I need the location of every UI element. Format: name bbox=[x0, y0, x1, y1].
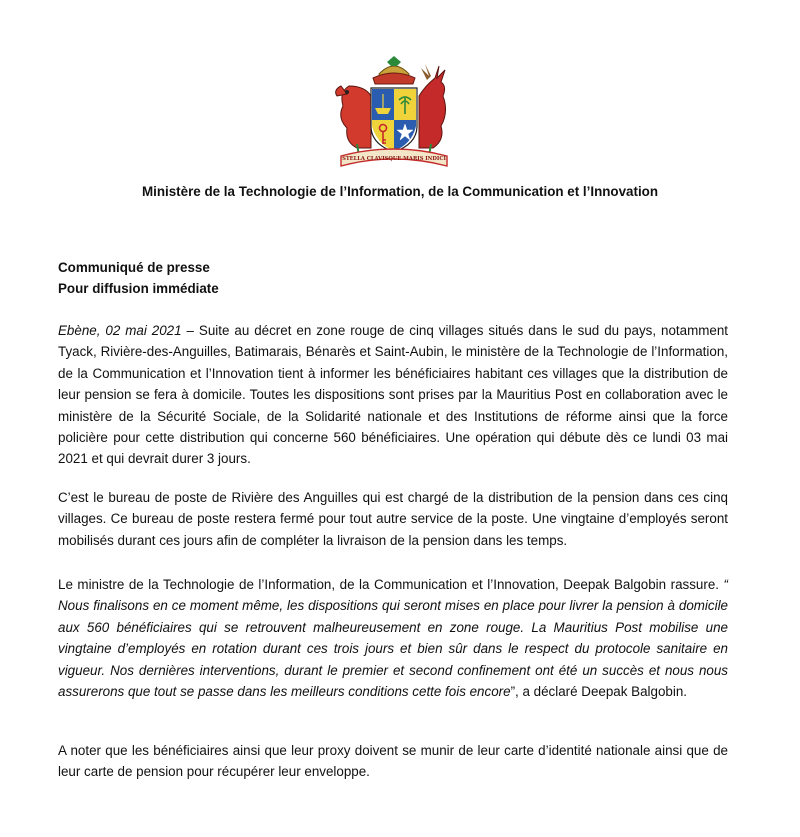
paragraph-3 bbox=[58, 574, 728, 702]
dateline: Ebène, 02 mai 2021 bbox=[58, 323, 182, 338]
minister-quote: “ Nous finalisons en ce moment même, les dispositions qui seront mises en place pour livrer la pension à domicile aux 560 bénéficiaires qui se retrouvent malheureusement en zone rouge. La Mauritius Post mobilise une vingtaine d’employés en rotation durant ces trois jours et bien sûr dans le respect du protocole sanitaire en vigueur. Nos dernières interventions, durant le premier et second confinement ont été un succès et nous nous assurerons que tout se passe dans les meilleurs conditions cette fois encore bbox=[58, 577, 728, 700]
paragraph-2: C’est le bureau de poste de Rivière des Anguilles qui est chargé de la distribution de la pension dans ces cinq villages. Ce bureau de poste restera fermé pour tout autre service de la poste. Une vingtaine d’employés seront mobilisés durant ces jours afin de compléter la livraison de la pension dans les temps. bbox=[58, 490, 728, 548]
ministry-title: Ministère de la Technologie de l’Information, de la Communication et l’Innovation bbox=[141, 184, 659, 199]
press-release-label: Communiqué de presse bbox=[58, 260, 210, 275]
immediate-release-label: Pour diffusion immédiate bbox=[58, 281, 219, 296]
paragraph-1-text: – Suite au décret en zone rouge de cinq villages situés dans le sud du pays, notamment Tyack, Rivière-des-Anguilles, Batimarais, Bénarès et Saint-Aubin, le ministère de la Technologie de l’Information, de la Communication et l’Innovation tient à informer les bénéficiaires habitant ces villages que la distribution de leur pension se fera à domicile. Toutes les dispositions sont prises par la Mauritius Post en collaboration avec le ministère de la Sécurité Sociale, de la Solidarité nationale et des Institutions de réforme ainsi que la force policière pour cette distribution qui concerne 560 bénéficiaires. Une opération qui débute dès ce lundi 03 mai 2021 et qui devrait durer 3 jours. bbox=[58, 323, 728, 467]
paragraph-4: A noter que les bénéficiaires ainsi que leur proxy doivent se munir de leur carte d’identité nationale ainsi que de leur carte de pension pour récupérer leur enveloppe. bbox=[58, 743, 728, 780]
coat-of-arms-logo bbox=[327, 56, 461, 168]
svg-text:STELLA CLAVISQUE MARIS INDICI: STELLA CLAVISQUE MARIS INDICI bbox=[342, 156, 446, 162]
paragraph-3-intro: Le ministre de la Technologie de l’Information, de la Communication et l’Innovation, Deepak Balgobin rassure. bbox=[58, 577, 724, 592]
paragraph-1 bbox=[58, 320, 728, 470]
press-header bbox=[58, 257, 219, 299]
paragraph-3-outro: ”, a déclaré Deepak Balgobin. bbox=[510, 684, 687, 700]
